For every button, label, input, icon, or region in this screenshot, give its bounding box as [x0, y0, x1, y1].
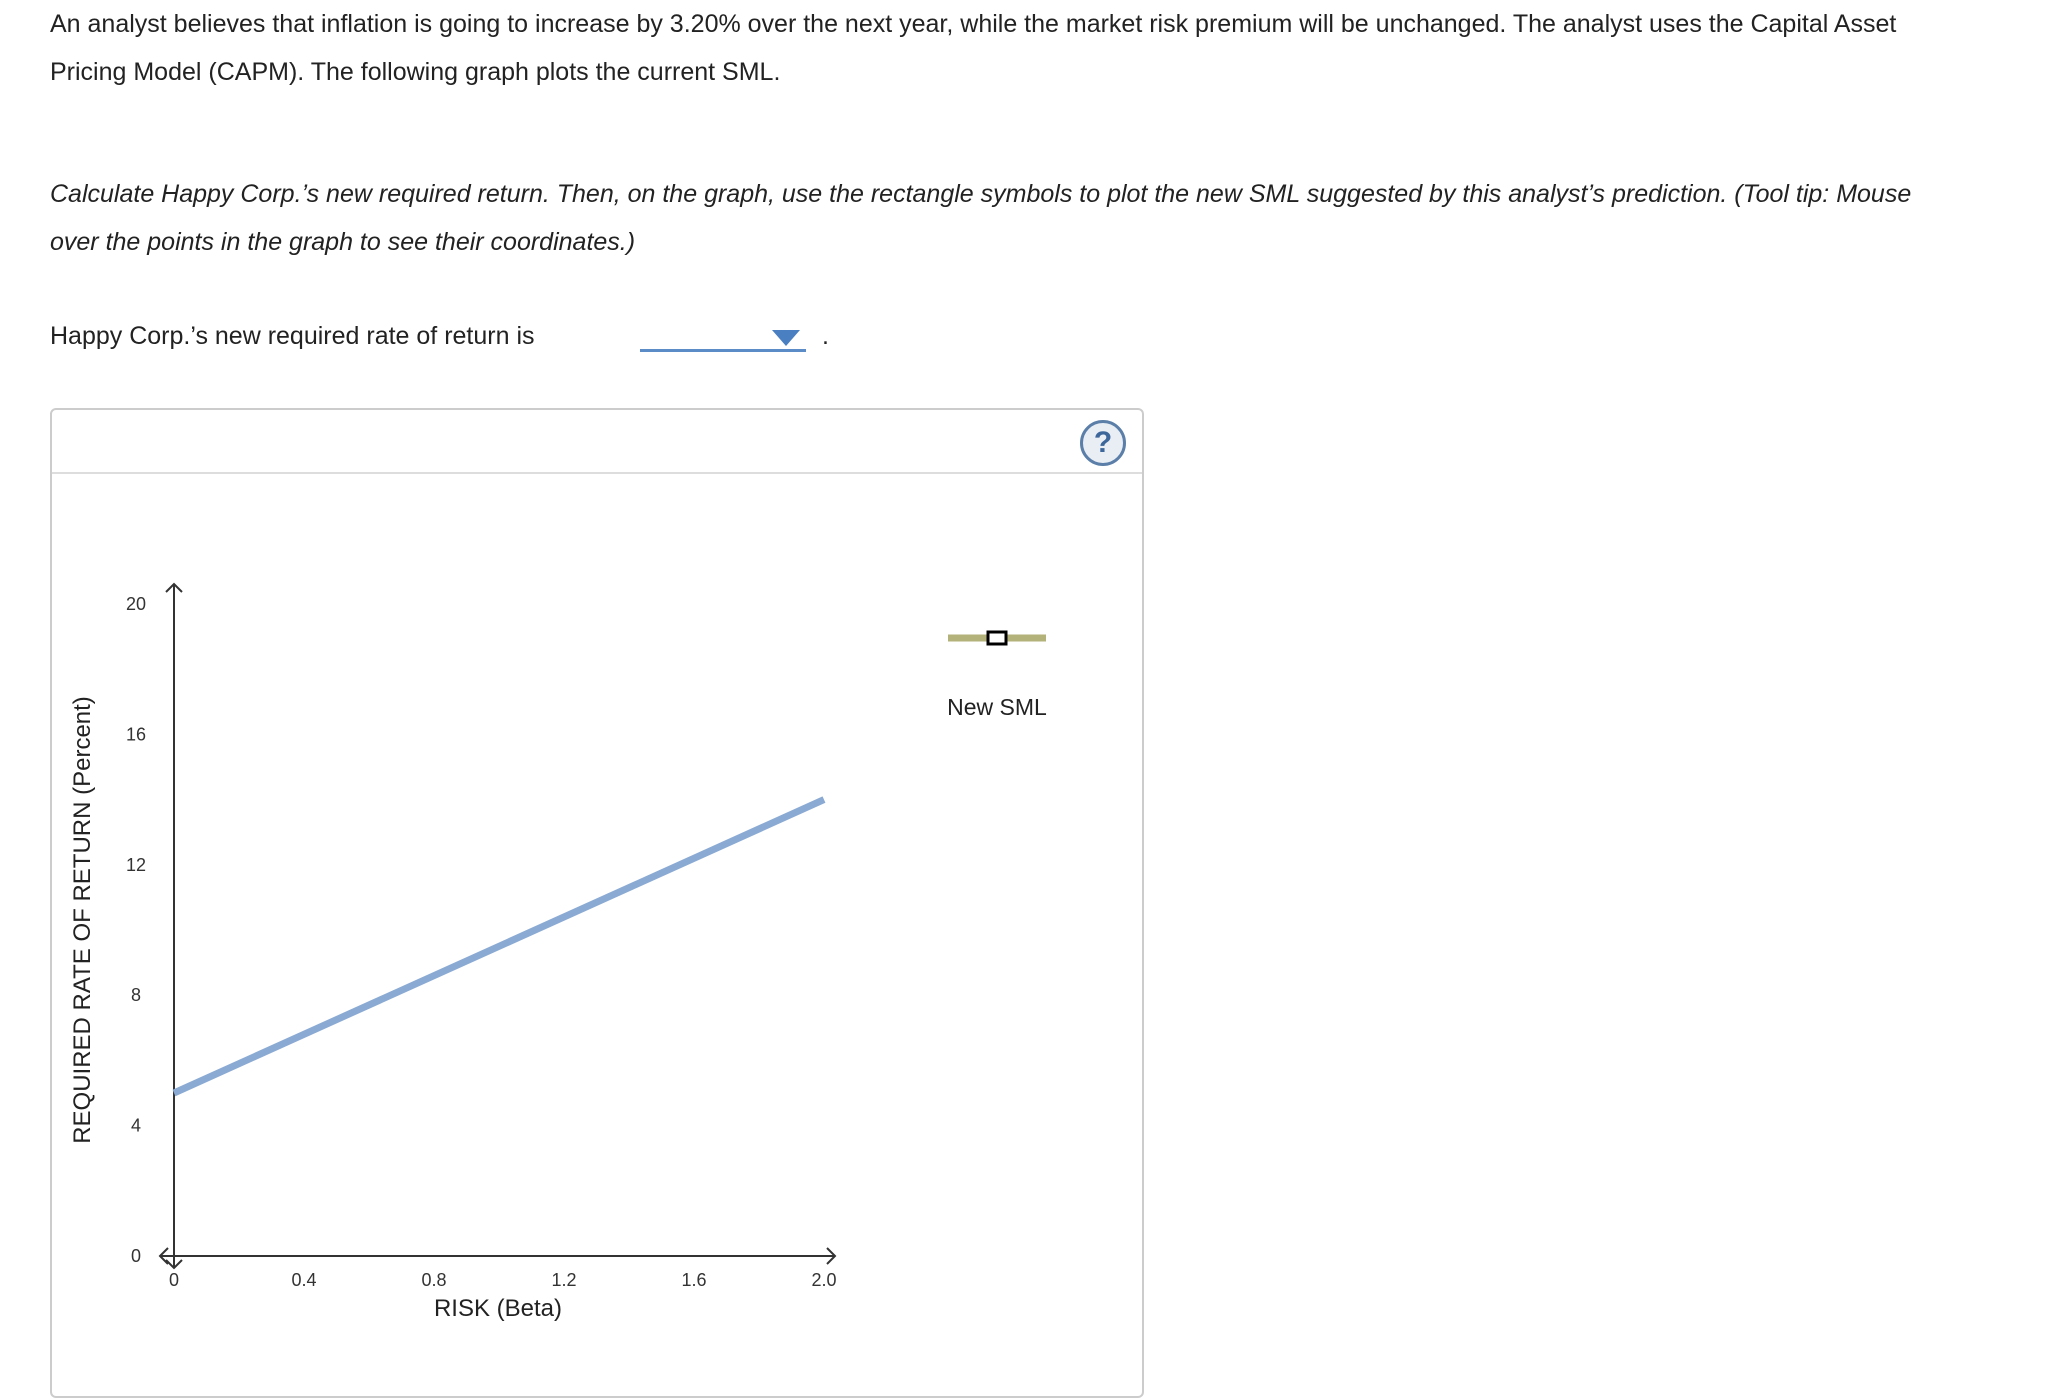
- chart-series: [174, 800, 824, 1093]
- answer-suffix: .: [822, 322, 829, 350]
- sml-chart[interactable]: [52, 410, 1146, 1400]
- x-axis-title: RISK (Beta): [433, 1295, 563, 1322]
- chevron-down-icon[interactable]: [772, 330, 800, 346]
- y-tick-labels: [126, 594, 146, 1266]
- question-instruction: Calculate Happy Corp.’s new required return. Then, on the graph, use the rectangle symbols to plot the new SML suggested by this analyst’s prediction. (Tool tip: Mouse over the points in the graph to see their coordinates.): [50, 180, 1912, 256]
- rectangle-symbol-icon: [988, 632, 1006, 644]
- y-tick-label: 8: [130, 985, 142, 1006]
- answer-prefix: Happy Corp.’s new required rate of return is: [50, 322, 535, 350]
- y-tick-label: 12: [125, 854, 147, 875]
- y-tick-label: 16: [125, 724, 147, 745]
- rate-dropdown[interactable]: [640, 322, 806, 352]
- x-tick-label: 1.6: [681, 1270, 707, 1290]
- x-tick-labels: [169, 1270, 837, 1290]
- help-icon: ?: [1093, 426, 1113, 459]
- x-tick-label: 0.8: [421, 1270, 447, 1290]
- y-tick-label: 4: [130, 1115, 142, 1136]
- y-tick-label: 20: [125, 594, 147, 614]
- x-tick-label: 1.2: [551, 1270, 577, 1290]
- y-axis-title: REQUIRED RATE OF RETURN (Percent): [69, 696, 96, 1144]
- legend-label: New SML: [947, 694, 1047, 720]
- x-tick-label: 0: [168, 1270, 180, 1290]
- y-tick-label: 0: [130, 1246, 142, 1266]
- graph-panel: [50, 408, 1144, 1398]
- question-intro: An analyst believes that inflation is going to increase by 3.20% over the next year, while the market risk premium will be unchanged. The analyst uses the Capital Asset Pricing Model (CAPM). The following graph plots the current SML.: [50, 10, 1897, 86]
- x-tick-label: 2.0: [811, 1270, 837, 1290]
- chart-axes: [160, 584, 835, 1268]
- current-sml-line: [174, 800, 824, 1093]
- legend-new-sml[interactable]: [947, 632, 1047, 720]
- x-tick-label: 0.4: [291, 1270, 317, 1290]
